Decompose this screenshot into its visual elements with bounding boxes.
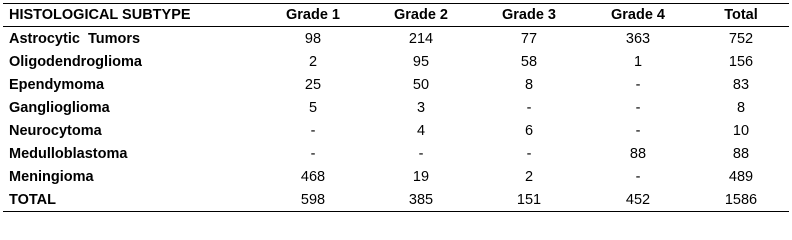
cell-grade-1: 2 <box>308 53 318 70</box>
cell-grade-2: 385 <box>367 188 475 212</box>
cell-grade-3: 58 <box>520 53 538 70</box>
cell-grade-4: 1 <box>633 53 643 70</box>
cell-grade-2: 4 <box>416 122 426 139</box>
cell-total: 1586 <box>693 188 789 212</box>
cell-grade-2: 50 <box>412 76 430 93</box>
cell-grade-3: - <box>526 99 532 116</box>
cell-grade-3: 151 <box>475 188 583 212</box>
table-row <box>3 27 789 51</box>
cell-total: 156 <box>728 53 754 70</box>
row-label: Meningioma <box>9 168 94 185</box>
cell-total: 8 <box>736 99 746 116</box>
cell-grade-4: - <box>635 99 641 116</box>
header-grade-2: Grade 2 <box>367 4 475 27</box>
table-row <box>3 119 789 142</box>
cell-total: 489 <box>728 168 754 185</box>
cell-grade-4: 88 <box>629 145 647 162</box>
table-row <box>3 50 789 73</box>
cell-total: 83 <box>732 76 750 93</box>
cell-grade-1: 5 <box>308 99 318 116</box>
cell-grade-3: 6 <box>524 122 534 139</box>
table-row <box>3 96 789 119</box>
cell-grade-4: - <box>635 122 641 139</box>
cell-grade-4: - <box>635 168 641 185</box>
cell-grade-1: 598 <box>259 188 367 212</box>
header-grade-3: Grade 3 <box>475 4 583 27</box>
cell-grade-3: - <box>526 145 532 162</box>
cell-grade-1: - <box>310 145 316 162</box>
cell-total: 10 <box>732 122 750 139</box>
row-label: Ganglioglioma <box>9 99 110 116</box>
cell-total: 88 <box>732 145 750 162</box>
row-label: Neurocytoma <box>9 122 102 139</box>
header-grade-1: Grade 1 <box>259 4 367 27</box>
cell-grade-3: 2 <box>524 168 534 185</box>
cell-grade-3: 77 <box>520 30 538 47</box>
header-total: Total <box>693 4 789 27</box>
table-row <box>3 73 789 96</box>
cell-grade-1: 25 <box>304 76 322 93</box>
cell-grade-2: 214 <box>408 30 434 47</box>
cell-grade-4: 452 <box>583 188 693 212</box>
row-label: Ependymoma <box>9 76 105 93</box>
table-row <box>3 142 789 165</box>
cell-grade-1: 98 <box>304 30 322 47</box>
total-row <box>3 188 789 212</box>
header-subtype: HISTOLOGICAL SUBTYPE <box>3 4 259 27</box>
table-row <box>3 165 789 188</box>
cell-grade-1: - <box>310 122 316 139</box>
cell-grade-2: 95 <box>412 53 430 70</box>
row-label: TOTAL <box>3 188 259 212</box>
cell-grade-4: - <box>635 76 641 93</box>
cell-grade-1: 468 <box>300 168 326 185</box>
header-grade-4: Grade 4 <box>583 4 693 27</box>
cell-grade-2: - <box>418 145 424 162</box>
row-label: Oligodendroglioma <box>9 53 142 70</box>
cell-grade-2: 3 <box>416 99 426 116</box>
cell-grade-4: 363 <box>625 30 651 47</box>
header-row <box>3 4 789 27</box>
row-label: Astrocytic Tumors <box>9 30 141 47</box>
cell-grade-2: 19 <box>412 168 430 185</box>
cell-grade-3: 8 <box>524 76 534 93</box>
cell-total: 752 <box>728 30 754 47</box>
row-label: Medulloblastoma <box>9 145 128 162</box>
histology-grade-table <box>3 3 789 212</box>
